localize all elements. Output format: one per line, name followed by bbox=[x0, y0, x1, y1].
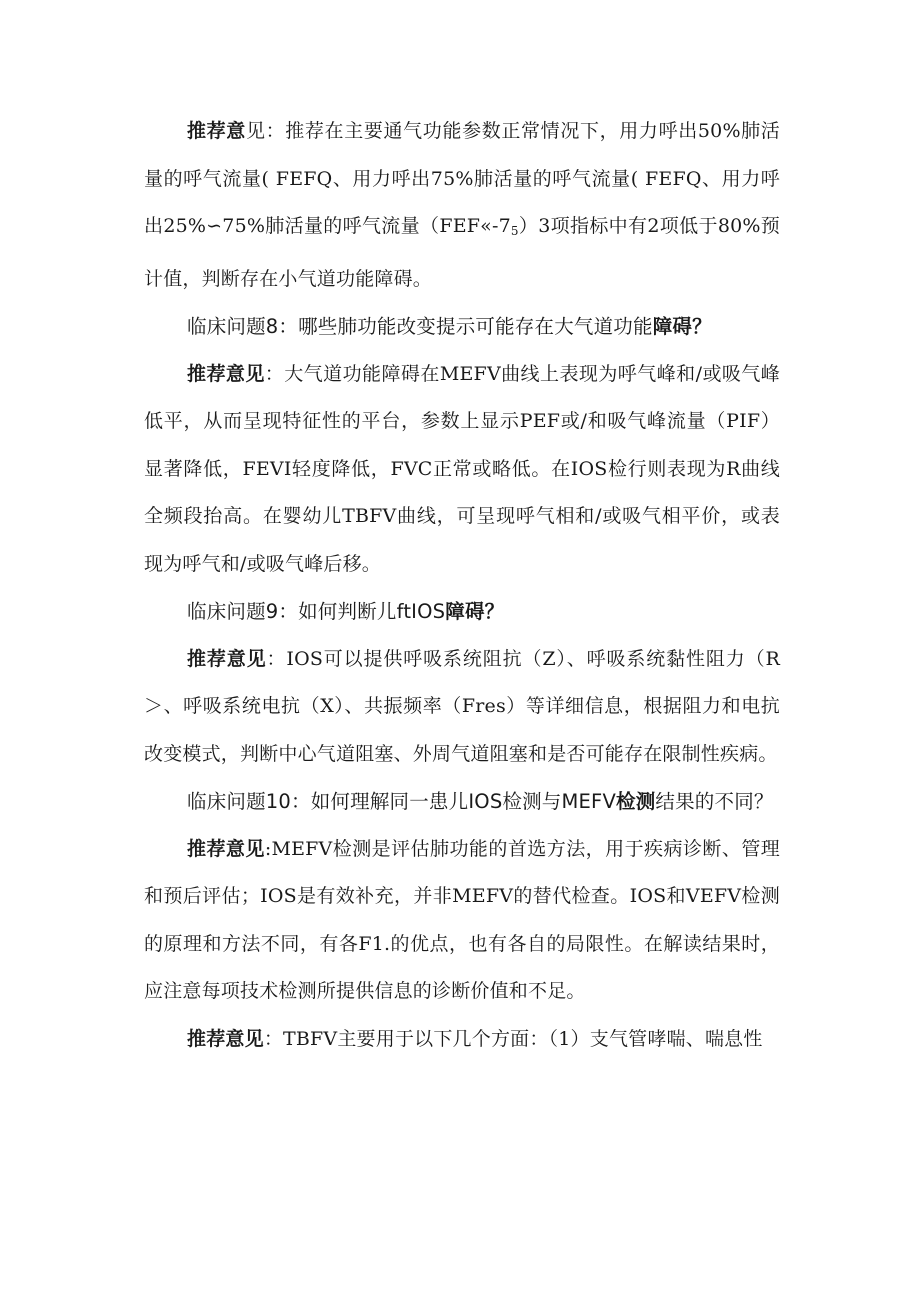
paragraph-text: :MEFV检测是评估肺功能的首选方法，用于疾病诊断、管理和预后评估；IOS是有效补充，并非MEFV的替代检查。IOS和VEFV检测的原理和方法不同，有各F1.的优点，也有各自的局限性。在解读结果时，应注意每项技术检测所提供信息的诊断价值和不足。 bbox=[144, 837, 780, 1002]
question-text: 临床问题9：如何判断儿ftIOS bbox=[187, 600, 446, 623]
paragraph-text: ：TBFV主要用于以下几个方面：（1）支气管哮喘、喘息性 bbox=[263, 1027, 763, 1050]
recommendation-lead: 推荐意见 bbox=[187, 647, 267, 670]
question-10-heading bbox=[144, 778, 780, 826]
recommendation-lead: 推荐意见 bbox=[187, 362, 265, 385]
question-text-tail: 结果的不同？ bbox=[655, 790, 774, 813]
paragraph-recommendation-large-airway bbox=[144, 351, 780, 589]
document-body bbox=[144, 108, 780, 1063]
recommendation-lead-tail: 见 bbox=[245, 120, 266, 142]
question-text: 临床问题8：哪些肺功能改变提示可能存在大气道功能 bbox=[187, 315, 653, 338]
paragraph-text: ：大气道功能障碍在MEFV曲线上表现为呼气峰和/或吸气峰低平，从而呈现特征性的平台，参数上显示PEF或/和吸气峰流量（PIF）显著降低，FEVI轻度降低，FVC正常或略低。在IOS检行则表现为R曲线全频段抬高。在婴幼儿TBFV曲线，可呈现呼气相和/或吸气相平价，或表现为呼气和/或吸气峰后移。 bbox=[144, 362, 780, 575]
question-bold-tail: 检测 bbox=[616, 790, 656, 813]
paragraph-recommendation-tbfv bbox=[144, 1016, 780, 1064]
paragraph-text: ：推荐在主要通气功能参数正常情况下，用力呼出50%肺活量的呼气流量( FEFQ、用力呼出75%肺活量的呼气流量( FEFQ、用力呼出25%∽75%肺活量的呼气流量（FEF«-7 bbox=[144, 120, 780, 237]
subscript-text: 5 bbox=[510, 224, 519, 238]
question-text: 临床问题10：如何理解同一患儿IOS检测与MEFV bbox=[187, 790, 616, 813]
recommendation-lead: 推荐意 bbox=[187, 120, 246, 142]
paragraph-recommendation-ios bbox=[144, 636, 780, 779]
question-bold-tail: 障碍？ bbox=[445, 600, 505, 623]
recommendation-lead: 推荐意见 bbox=[187, 1027, 264, 1050]
paragraph-recommendation-mefv-ios bbox=[144, 826, 780, 1016]
recommendation-lead: 推荐意见 bbox=[187, 837, 265, 860]
question-bold-tail: 障碍？ bbox=[652, 315, 712, 338]
question-9-heading bbox=[144, 588, 780, 636]
paragraph-text: ：IOS可以提供呼吸系统阻抗（Z）、呼吸系统黏性阻力（R＞、呼吸系统电抗（X）、共振频率（Fres）等详细信息，根据阻力和电抗改变模式，判断中心气道阻塞、外周气道阻塞和是否可能存在限制性疾病。 bbox=[144, 647, 780, 765]
question-8-heading bbox=[144, 303, 780, 351]
paragraph-recommendation-small-airway bbox=[144, 108, 780, 303]
paragraph-text-tail: ）3项指标中有2项低于80%预计值，判断存在小气道功能障碍。 bbox=[144, 215, 780, 290]
